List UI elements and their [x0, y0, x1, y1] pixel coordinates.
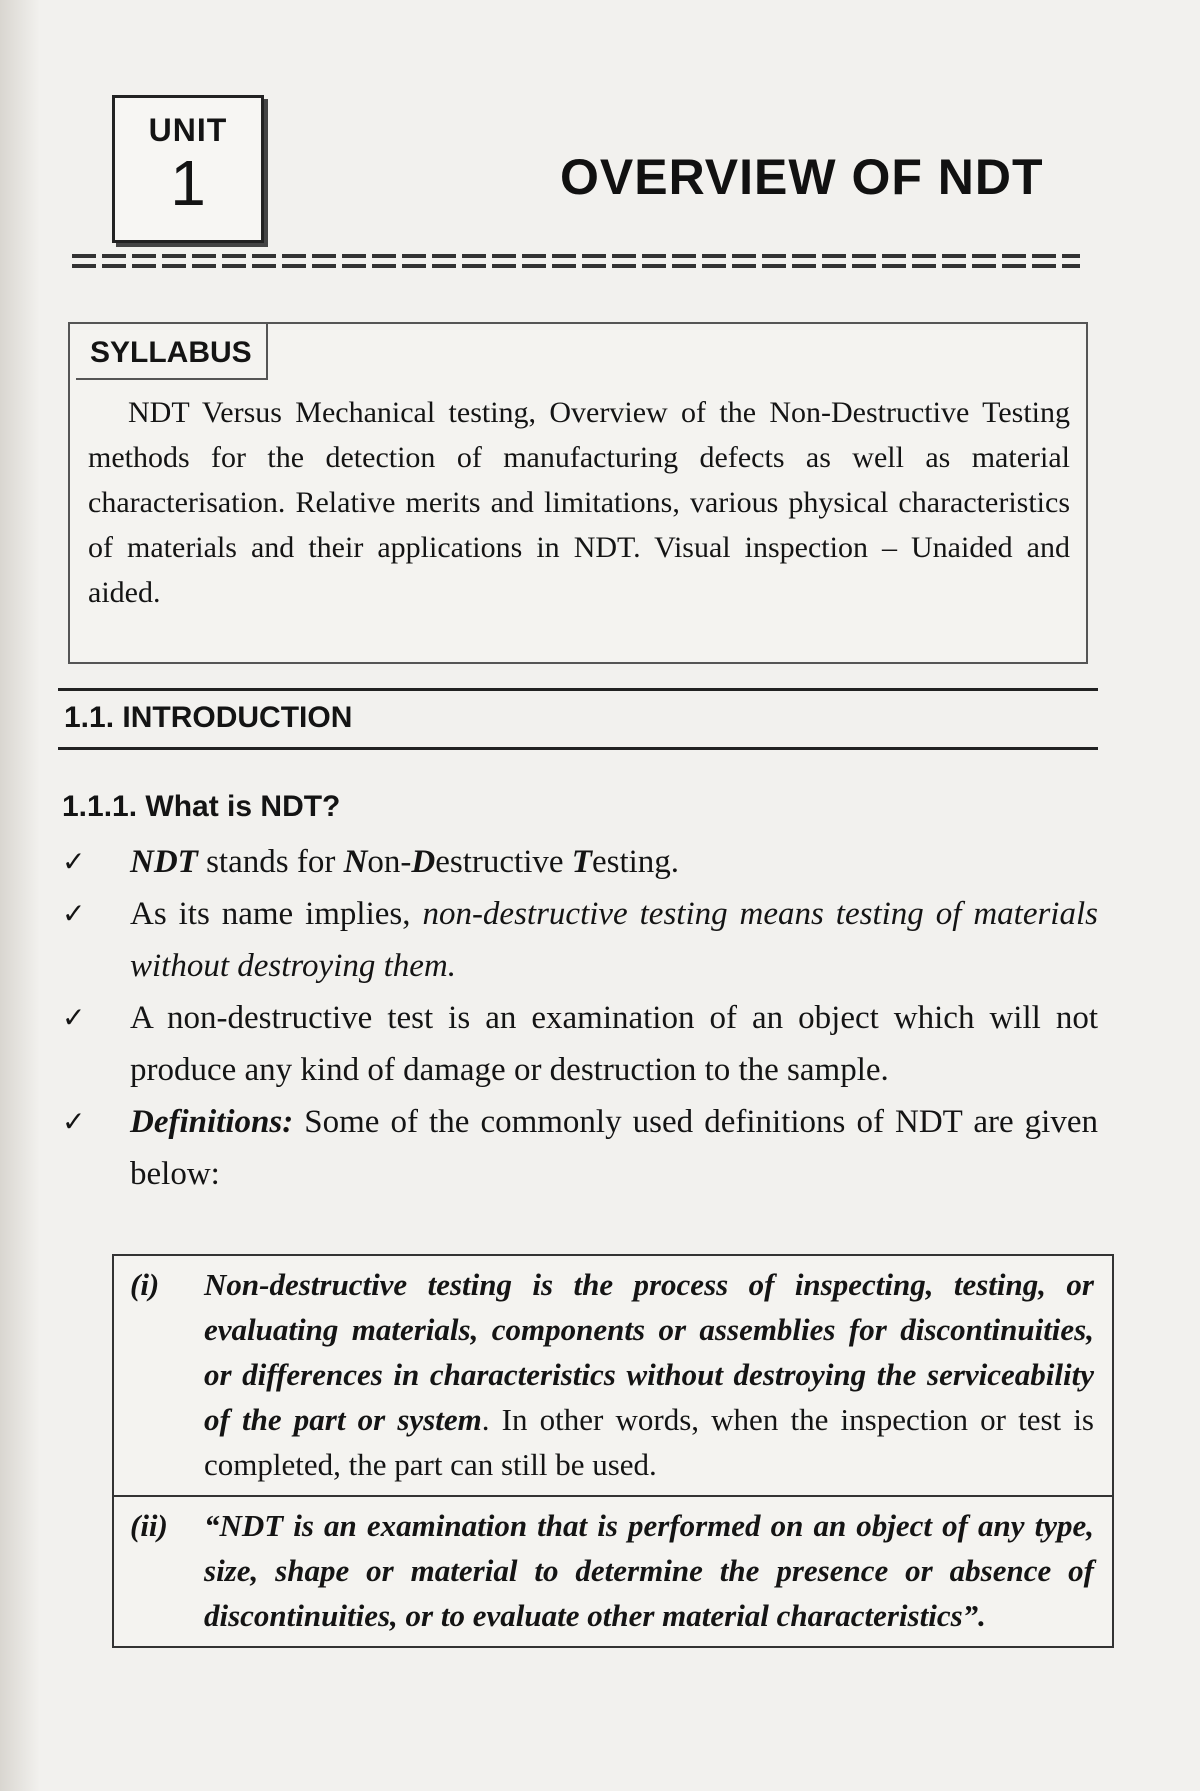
- syllabus-text: NDT Versus Mechanical testing, Overview of the Non-Destructive Testing methods for the detection of manufacturing defects as well as material characterisation. Relative merits and limitations, various physical characteristics of materials and their applications in NDT. Visual inspection – Unaided and aided.: [88, 396, 1070, 609]
- list-item: [58, 888, 1098, 992]
- definition-number: (i): [130, 1267, 160, 1302]
- bullet-list: [58, 836, 1098, 1200]
- bullet-text: non-destructive testing means testing of materials without destroying them.: [130, 896, 1098, 984]
- definition-item: [114, 1256, 1112, 1495]
- section-title: 1.1. INTRODUCTION: [64, 701, 353, 734]
- checkmark-icon: ✓: [62, 1001, 86, 1034]
- unit-number: 1: [170, 147, 206, 219]
- bullet-text: As its name implies,: [130, 896, 423, 932]
- definition-text: . In other words, when the inspection or test is completed, the part can still be used.: [204, 1402, 1094, 1482]
- dashed-divider: [72, 254, 1080, 268]
- page-edge-shadow: [0, 0, 40, 1791]
- definition-item: [114, 1495, 1112, 1646]
- list-item: [58, 836, 1098, 888]
- unit-label: UNIT: [148, 112, 228, 148]
- checkmark-icon: ✓: [62, 845, 86, 878]
- bullet-text: stands for: [197, 844, 344, 880]
- bullet-text: N: [343, 844, 368, 880]
- bullet-text: T: [571, 844, 592, 880]
- bullet-text: Definitions:: [130, 1104, 294, 1140]
- definition-text: Non-destructive testing is the process of inspecting, testing, or evaluating materials, components or assemblies for discontinuities, or differences in characteristics without destroying the serviceability of the part or system: [204, 1267, 1094, 1437]
- bullet-text: estructive: [435, 844, 572, 880]
- checkmark-icon: ✓: [62, 897, 86, 930]
- section-heading-bar: [58, 688, 1098, 750]
- page-title: OVERVIEW OF NDT: [560, 149, 1044, 205]
- bullet-text: NDT: [130, 844, 198, 880]
- subsection-title: 1.1.1. What is NDT?: [62, 790, 341, 823]
- syllabus-label: SYLLABUS: [76, 324, 268, 380]
- definition-text: “NDT is an examination that is performed on an object of any type, size, shape or material to determine the presence or absence of discontinuities, or to evaluate other material characteristics”.: [204, 1508, 1094, 1633]
- bullet-text: on-: [367, 844, 412, 880]
- checkmark-icon: ✓: [62, 1105, 86, 1138]
- list-item: [58, 992, 1098, 1096]
- syllabus-box: [68, 322, 1088, 664]
- definitions-box: [112, 1254, 1114, 1648]
- unit-badge: [112, 95, 264, 243]
- bullet-text: esting.: [591, 844, 680, 880]
- bullet-text: A non-destructive test is an examination of an object which will not produce any kind of damage or destruction to the sample.: [130, 1000, 1098, 1088]
- list-item: [58, 1096, 1098, 1200]
- bullet-text: D: [411, 844, 436, 880]
- bullet-text: Some of the commonly used definitions of NDT are given below:: [130, 1104, 1098, 1192]
- definition-number: (ii): [130, 1508, 168, 1543]
